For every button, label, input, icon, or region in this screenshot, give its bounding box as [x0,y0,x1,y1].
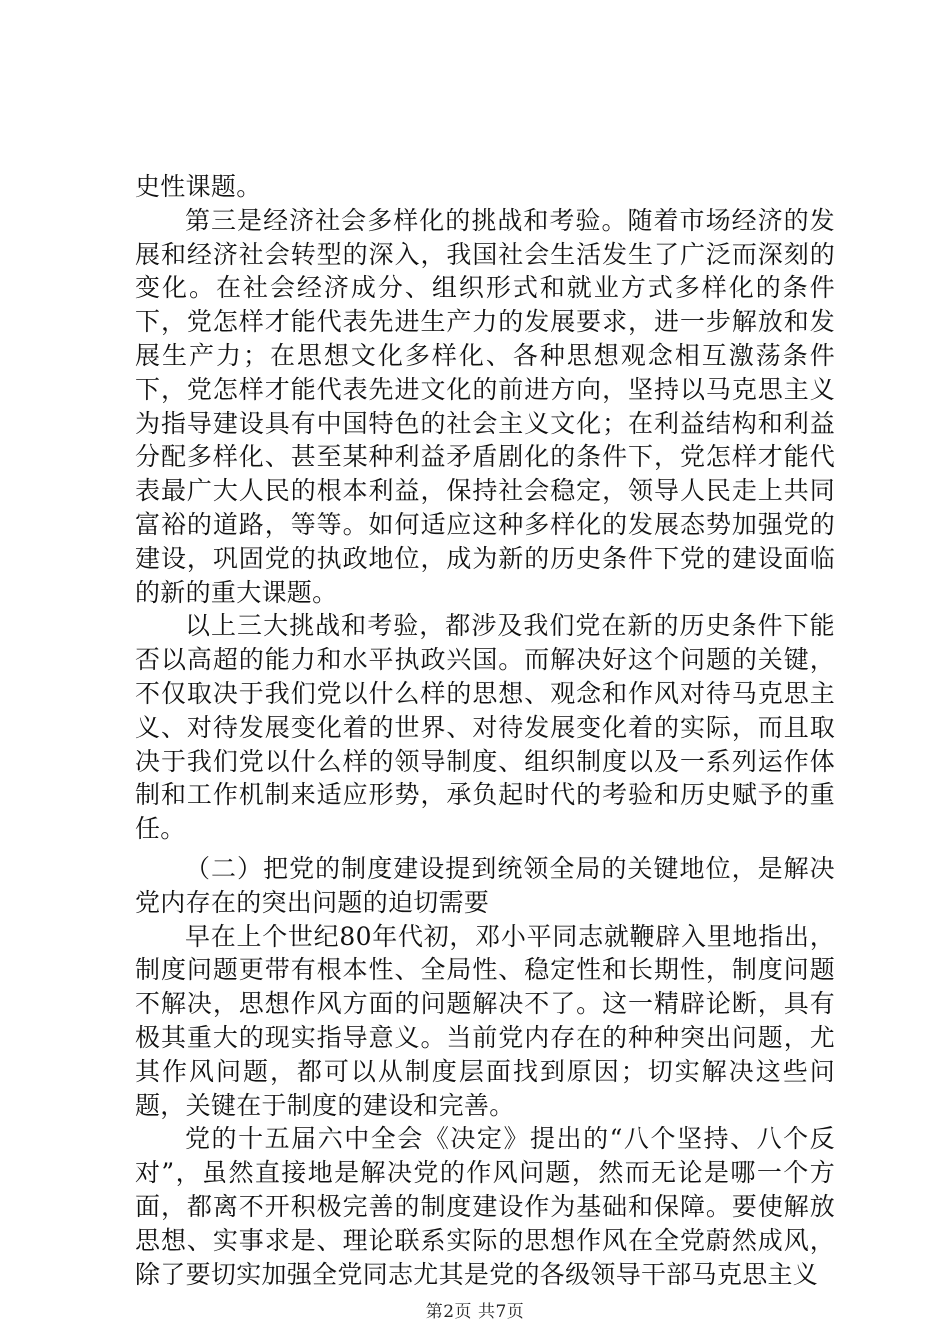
section-heading-two: （二）把党的制度建设提到统领全局的关键地位，是解决党内存在的突出问题的迫切需要 [135,853,835,917]
paragraph-three-challenges-summary: 以上三大挑战和考验，都涉及我们党在新的历史条件下能否以高超的能力和水平执政兴国。而解决好这个问题的关键，不仅取决于我们党以什么样的思想、观念和作风对待马克思主义、对待发展变化着的世界、对待发展变化着的实际，而且取决于我们党以什么样的领导制度、组织制度以及一系列运作体制和工作机制来适应形势，承负起时代的考验和历史赋予的重任。 [135,611,835,844]
document-body [135,170,835,1291]
paragraph-third-challenge: 第三是经济社会多样化的挑战和考验。随着市场经济的发展和经济社会转型的深入，我国社会生活发生了广泛而深刻的变化。在社会经济成分、组织形式和就业方式多样化的条件下，党怎样才能代表先进生产力的发展要求，进一步解放和发展生产力；在思想文化多样化、各种思想观念相互激荡条件下，党怎样才能代表先进文化的前进方向，坚持以马克思主义为指导建设具有中国特色的社会主义文化；在利益结构和利益分配多样化、甚至某种利益矛盾剧化的条件下，党怎样才能代表最广大人民的根本利益，保持社会稳定，领导人民走上共同富裕的道路，等等。如何适应这种多样化的发展态势加强党的建设，巩固党的执政地位，成为新的历史条件下党的建设面临的新的重大课题。 [135,205,835,607]
paragraph-deng-xiaoping: 早在上个世纪80年代初，邓小平同志就鞭辟入里地指出，制度问题更带有根本性、全局性、稳定性和长期性，制度问题不解决，思想作风方面的问题解决不了。这一精辟论断，具有极其重大的现实指导意义。当前党内存在的种种突出问题，尤其作风问题，都可以从制度层面找到原因；切实解决这些问题，关键在于制度的建设和完善。 [135,921,835,1120]
paragraph-continuation: 史性课题。 [135,172,262,201]
paragraph-sixth-plenum: 党的十五届六中全会《决定》提出的“八个坚持、八个反对”，虽然直接地是解决党的作风问题，然而无论是哪一个方面，都离不开积极完善的制度建设作为基础和保障。要使解放思想、实事求是、理论联系实际的思想作风在全党蔚然成风，除了要切实加强全党同志尤其是党的各级领导干部马克思主义 [135,1124,835,1289]
page-footer: 第2页 共7页 [425,1302,525,1322]
